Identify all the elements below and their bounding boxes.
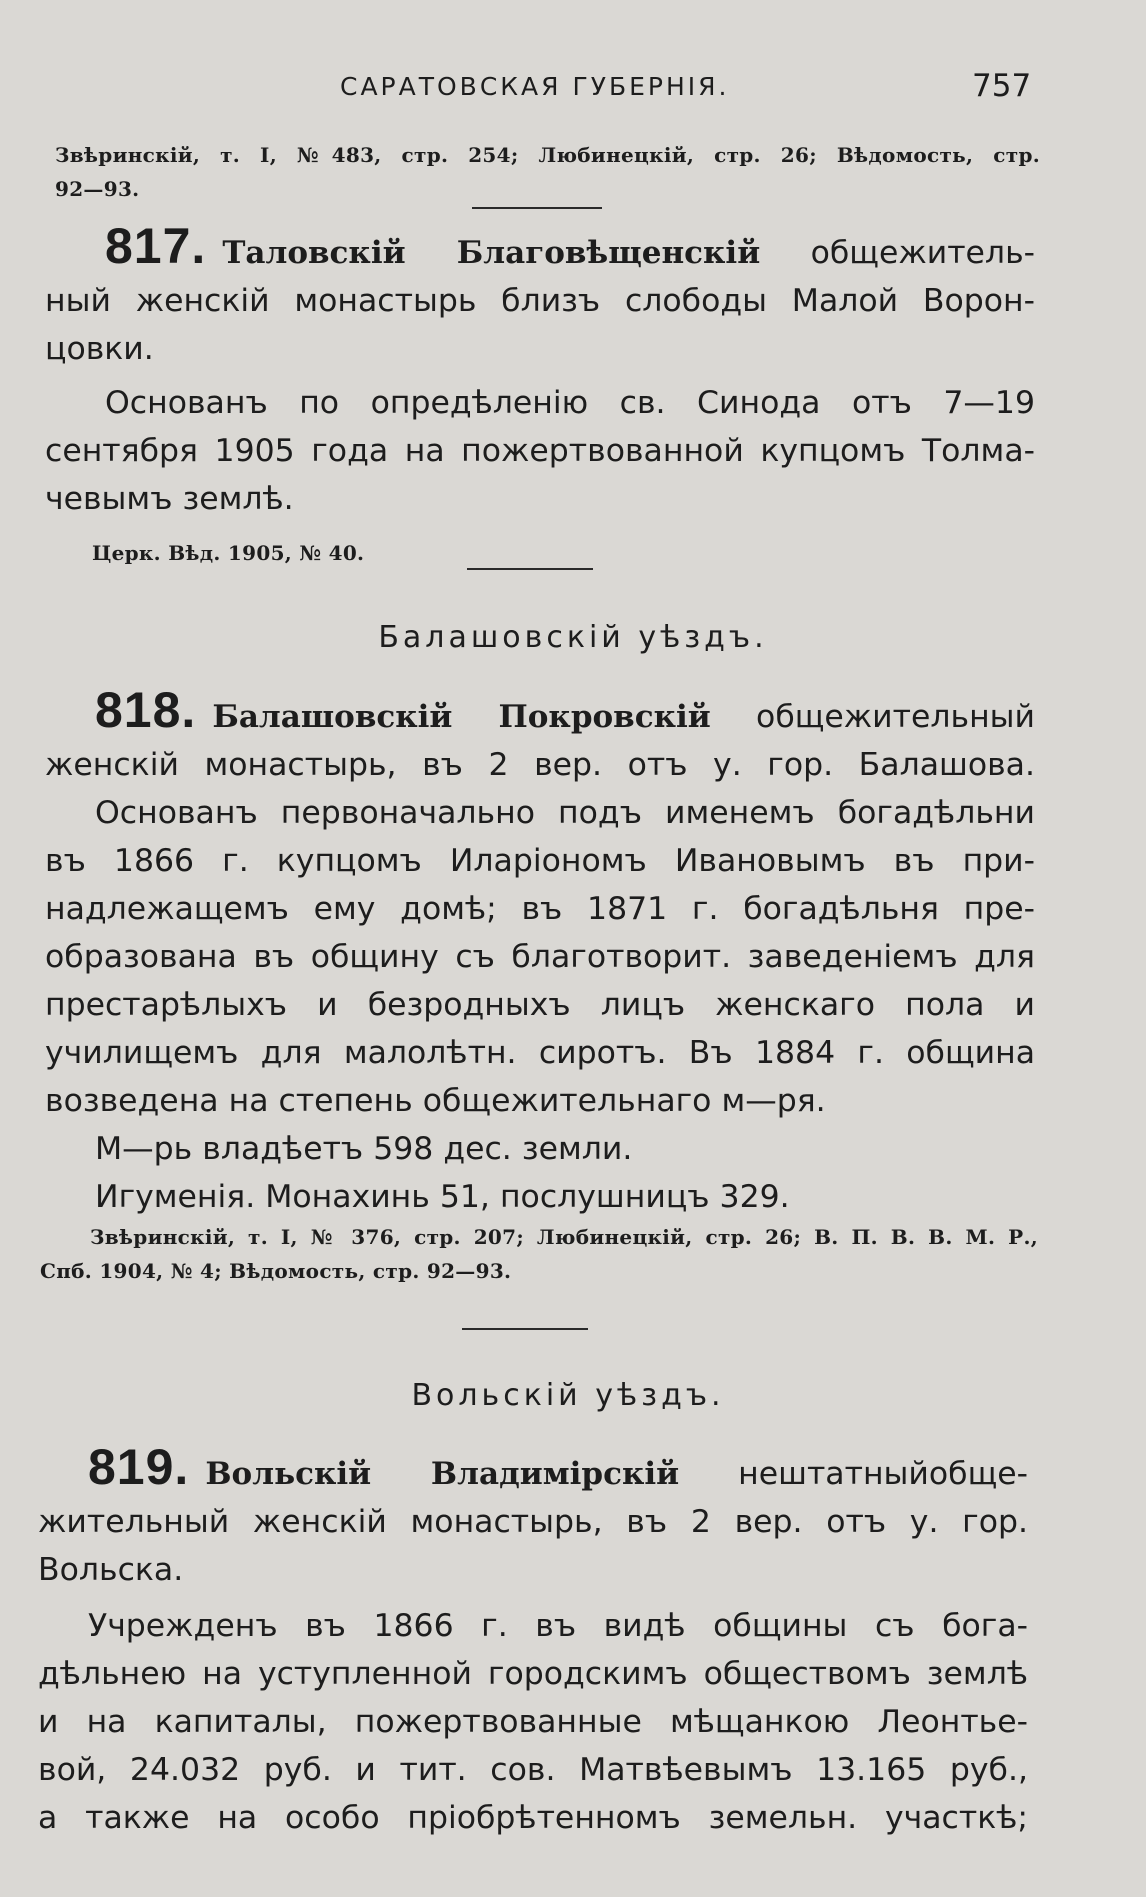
running-head-title: САРАТОВСКАЯ ГУБЕРНІЯ.	[340, 72, 730, 101]
entry-818-reference-line2: Спб. 1904, № 4; Вѣдомость, стр. 92—93.	[40, 1259, 512, 1283]
entry-819-text-line: Учрежденъ въ 1866 г. въ видѣ общины съ бога-	[88, 1608, 1028, 1644]
entry-819-text-line: дѣльнею на уступленной городскимъ обществомъ землѣ	[38, 1656, 1028, 1692]
entry-818-reference-line1: Звѣринскій, т. I, № 376, стр. 207; Любинецкій, стр. 26; В. П. В. В. М. Р.,	[90, 1225, 1038, 1249]
entry-818-text-line: престарѣлыхъ и безродныхъ лицъ женскаго пола и	[45, 987, 1035, 1023]
entry-819-heading	[38, 1439, 1029, 1498]
entry-817-heading	[45, 218, 1036, 277]
monastery-name: Таловскій Благовѣщенскій	[222, 235, 761, 271]
section-divider	[467, 568, 593, 570]
top-reference-line1: Звѣринскій, т. I, №483, стр. 254; Любинецкій, стр. 26; Вѣдомость, стр.	[55, 143, 1040, 167]
entry-818-text-line: Основанъ первоначально подъ именемъ богадѣльни	[95, 795, 1035, 831]
page-number: 757	[972, 68, 1032, 104]
entry-818-text-line: возведена на степень общежительнаго м—ря.	[45, 1083, 826, 1119]
top-reference	[55, 138, 1040, 206]
monastery-name: Вольскій Владимірскій	[205, 1456, 680, 1492]
entry-number: 817.	[105, 218, 207, 274]
entry-818-heading	[45, 682, 1036, 741]
entry-817-text-line1: Основанъ по опредѣленію св. Синода отъ 7—19	[105, 385, 1035, 421]
entry-817-line2: ный женскій монастырь близъ слободы Малой Ворон-	[45, 283, 1035, 319]
entry-818-text-line: училищемъ для малолѣтн. сиротъ. Въ 1884 г. община	[45, 1035, 1035, 1071]
entry-818	[45, 682, 1036, 1221]
entry-819-line3: Вольска.	[38, 1552, 184, 1588]
entry-819	[38, 1439, 1029, 1842]
heading-rest: общежитель-	[810, 235, 1036, 271]
running-head	[0, 68, 1146, 108]
entry-818-text-line: образована въ общину съ благотворит. заведеніемъ для	[45, 939, 1035, 975]
entry-817-text-line3: чевымъ землѣ.	[45, 481, 294, 517]
entry-819-line2: жительный женскій монастырь, въ 2 вер. отъ у. гор.	[38, 1504, 1028, 1540]
entry-819-text-line: вой, 24.032 руб. и тит. сов. Матвѣевымъ 13.165 руб.,	[38, 1752, 1028, 1788]
entry-818-text-line: надлежащемъ ему домѣ; въ 1871 г. богадѣльня пре-	[45, 891, 1035, 927]
entry-817-reference: Церк. Вѣд. 1905, № 40.	[92, 541, 365, 565]
entry-818-staff: Игуменія. Монахинь 51, послушницъ 329.	[95, 1179, 790, 1215]
entry-819-text-line: и на капиталы, пожертвованные мѣщанкою Леонтье-	[38, 1704, 1028, 1740]
entry-number: 819.	[88, 1439, 190, 1495]
top-reference-line2: 92—93.	[55, 177, 140, 201]
district-heading: Вольскій уѣздъ.	[411, 1378, 725, 1413]
entry-817	[45, 218, 1036, 523]
entry-819-text-line: а также на особо пріобрѣтенномъ земельн. участкѣ;	[38, 1800, 1028, 1836]
heading-rest: нештатныйобще-	[738, 1456, 1029, 1492]
entry-number: 818.	[95, 682, 197, 738]
monastery-name: Балашовскій Покровскій	[212, 699, 711, 735]
entry-818-reference	[40, 1220, 1038, 1288]
entry-818-land: М—рь владѣетъ 598 дес. земли.	[95, 1131, 633, 1167]
entry-817-text-line2: сентября 1905 года на пожертвованной купцомъ Толма-	[45, 433, 1035, 469]
entry-818-text-line: въ 1866 г. купцомъ Иларіономъ Ивановымъ въ при-	[45, 843, 1035, 879]
district-heading: Балашовскій уѣздъ.	[378, 620, 768, 655]
section-divider	[472, 207, 602, 209]
heading-rest: общежительный	[756, 699, 1036, 735]
entry-818-line2: женскій монастырь, въ 2 вер. отъ у. гор. Балашова.	[45, 747, 1035, 783]
section-divider	[462, 1328, 588, 1330]
entry-817-line3: цовки.	[45, 331, 154, 367]
